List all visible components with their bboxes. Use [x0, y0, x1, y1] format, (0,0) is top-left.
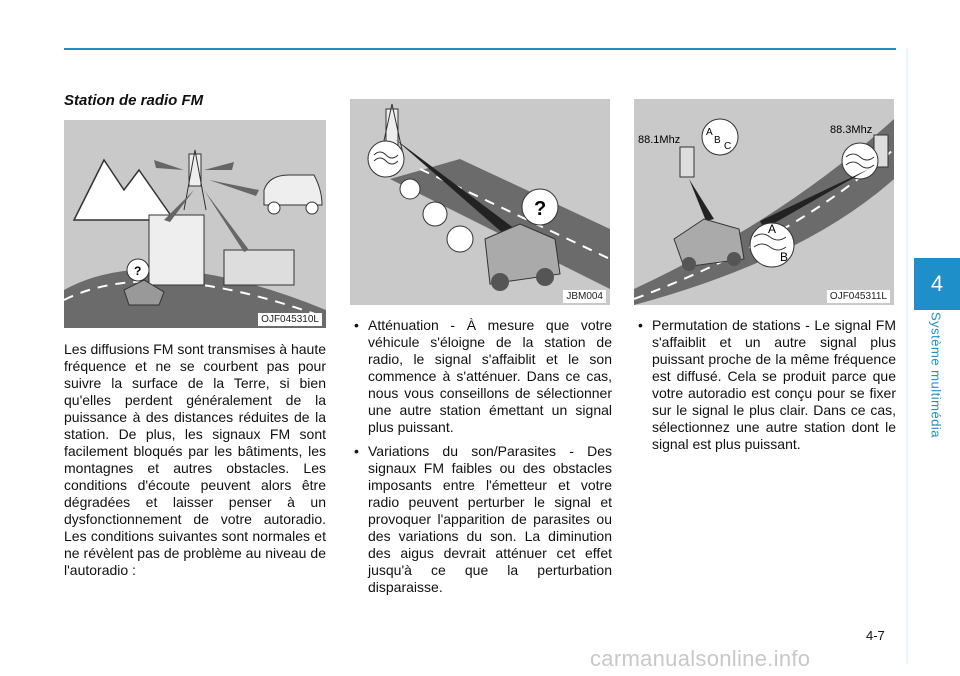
side-rule: [906, 48, 908, 664]
glyph-c: C: [724, 141, 732, 152]
figure-station-switching: [634, 99, 894, 305]
bullet-list-column-3: [636, 317, 896, 460]
figure-signal-fading: [350, 99, 610, 305]
frequency-label-left: 88.1Mhz: [638, 134, 681, 146]
figure-code: OJF045310L: [258, 313, 322, 326]
station-switching-illustration: [634, 99, 894, 305]
section-title: Station de radio FM: [64, 92, 204, 109]
page-number: 4-7: [866, 628, 885, 643]
bullet-attenuation: • Atténuation - À mesure que votre véhicule s'éloigne de la station de radio, le signal s'affaiblit et le son commence à s'atténuer. Dans ce cas, nous vous conseillons de sélectionner une autre station émettant un signal plus puissant.: [352, 317, 612, 436]
frequency-label-right: 88.3Mhz: [830, 124, 873, 136]
bullet-list-column-2: [352, 317, 612, 603]
figure-code: JBM004: [563, 290, 606, 303]
chapter-number-tab: 4: [914, 258, 960, 310]
figure-code: OJF045311L: [827, 290, 890, 303]
bullet-sound-variations: • Variations du son/Parasites - Des signaux FM faibles ou des obstacles imposants entre l'émetteur et votre radio peuvent perturber le signal et provoquer l'apparition de parasites ou des variations du son. La diminution des aigus devrait atténuer cet effet jusqu'à ce que la perturbation disparaisse.: [352, 443, 612, 596]
question-mark-label: ?: [534, 198, 547, 220]
watermark: carmanualsonline.info: [590, 646, 811, 671]
signal-fading-illustration: [350, 99, 610, 305]
figure-fm-broadcast: [64, 120, 326, 328]
glyph-a: A: [706, 127, 713, 138]
fm-broadcast-illustration: [64, 120, 326, 328]
header-rule: [64, 48, 896, 50]
glyph-b: B: [780, 250, 789, 264]
intro-paragraph: Les diffusions FM sont transmises à haute fréquence et ne se courbent pas pour suivre la surface de la Terre, si bien qu'elles perdent généralement de la puissance à des distances réduites de la station. De plus, les signaux FM sont facilement bloqués par les bâtiments, les montagnes et autres obstacles. Les conditions d'écoute peuvent alors être dégradées et laisser penser à un dysfonctionnement de votre autoradio. Les conditions suivantes sont normales et ne révèlent pas de problème au niveau de l'autoradio :: [64, 341, 326, 578]
question-mark-label: ?: [134, 264, 142, 278]
chapter-title: Système multimédia: [928, 311, 944, 439]
glyph-a: A: [768, 222, 777, 236]
glyph-b: B: [714, 135, 721, 146]
bullet-station-switching: • Permutation de stations - Le signal FM s'affaiblit et un autre signal plus puissant proche de la même fréquence est diffusé. Cela se produit parce que votre autoradio est conçu pour se fixer sur le signal le plus clair. Dans ce cas, sélectionnez une autre station dont le signal est plus puissant.: [636, 317, 896, 453]
